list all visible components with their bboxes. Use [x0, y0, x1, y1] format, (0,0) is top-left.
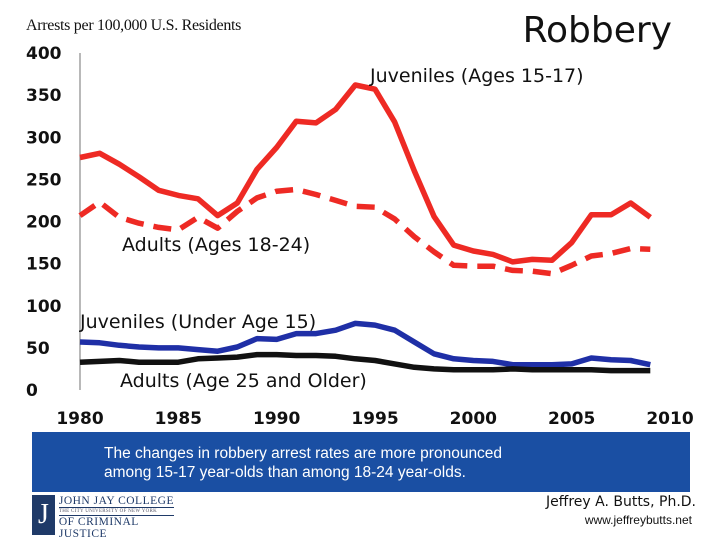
y-tick-label: 0: [26, 381, 38, 401]
x-tick-label: 2000: [449, 409, 497, 429]
logo-mark-icon: J: [32, 495, 55, 535]
y-tick-label: 50: [26, 338, 50, 359]
john-jay-logo: [32, 493, 174, 540]
y-tick-labels: [26, 44, 62, 401]
y-tick-label: 150: [26, 254, 62, 275]
logo-line-3: OF CRIMINAL JUSTICE: [58, 516, 139, 540]
x-tick-label: 1980: [56, 409, 104, 429]
series-label-1: Adults (Ages 18-24): [122, 234, 311, 256]
logo-line-2: THE CITY UNIVERSITY OF NEW YORK: [59, 507, 174, 516]
x-tick-label: 1990: [253, 409, 301, 429]
caption-box: [32, 432, 690, 492]
author-name: Jeffrey A. Butts, Ph.D.: [545, 494, 696, 510]
y-tick-label: 300: [26, 128, 62, 149]
x-tick-label: 2005: [548, 409, 596, 429]
logo-line-1: JOHN JAY COLLEGE: [58, 495, 174, 507]
y-tick-label: 200: [26, 212, 62, 233]
y-tick-label: 100: [26, 296, 62, 317]
chart-title: Robbery: [522, 10, 672, 51]
x-tick-labels: [56, 409, 693, 429]
y-axis-title: Arrests per 100,000 U.S. Residents: [26, 17, 242, 34]
logo-text: [58, 495, 174, 540]
series-label-2: Juveniles (Under Age 15): [80, 311, 317, 333]
x-tick-label: 2010: [646, 409, 694, 429]
y-tick-label: 250: [26, 170, 62, 191]
y-tick-label: 350: [26, 86, 62, 107]
series-label-3: Adults (Age 25 and Older): [120, 370, 367, 392]
series-label-0: Juveniles (Ages 15-17): [370, 65, 584, 87]
author-website: www.jeffreybutts.net: [584, 513, 692, 527]
y-tick-label: 400: [26, 44, 62, 64]
caption-line-1: The changes in robbery arrest rates are more pronounced: [104, 445, 503, 462]
x-tick-label: 1985: [154, 409, 202, 429]
x-tick-label: 1995: [351, 409, 399, 429]
caption-line-2: among 15-17 year-olds than among 18-24 year-olds.: [104, 464, 466, 481]
series-line-1: [80, 190, 650, 274]
